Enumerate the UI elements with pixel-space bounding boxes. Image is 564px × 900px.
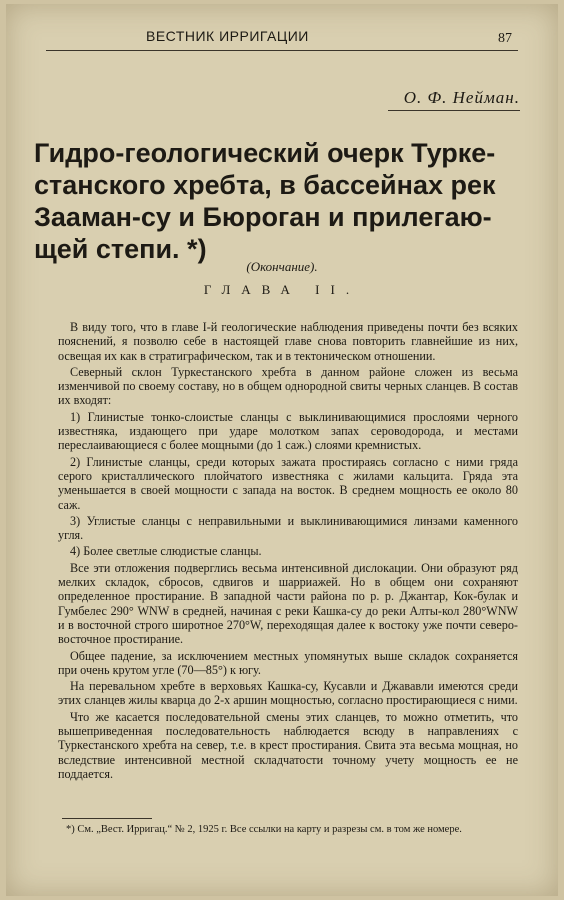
article-body [58,320,518,783]
paragraph: Северный склон Туркестанского хребта в данном районе сложен из весьма изменчивой по своему составу, но в общем однородной свиты черных сланцев. В состав их входят: [58,364,518,408]
paragraph: 1) Глинистые тонко-слоистые сланцы с выклинивающимися прослоями черного известняка, издающего при ударе молотком запах сероводорода, и местами переслаивающиеся с более мощными (до 1 саж.) слоями кремнистых. [58,409,518,453]
footnote-divider [62,818,152,819]
page [6,4,558,896]
running-head: ВЕСТНИК ИРРИГАЦИИ [146,28,309,44]
page-number: 87 [498,31,512,46]
paragraph: 4) Более светлые слюдистые сланцы. [70,544,262,559]
paragraph: 3) Углистые сланцы с неправильными и выклинивающимися линзами каменного угля. [58,513,518,543]
paragraph: Все эти отложения подверглись весьма интенсивной дислокации. Они образуют ряд мелких складок, сбросов, сдвигов и шарриажей. Но в общем они сохраняют определенное простирание. В западной части района по р. р. Джантар, Кок-булак и Гумбелес 290° WNW в средней, начиная с реки Кашка-су до реки Алты-кол 280°WNW и в восточной строго широтное 270°W, переходящая далее к востоку уже почти северо-восточное простирание. [58,560,518,647]
paragraph: Что же касается последовательной смены этих сланцев, то можно отметить, что вышеприведенная последовательность наблюдается всюду в направлениях с Туркестанского хребта на север, т.е. в крест простирания. Свита эта весьма мощная, но вследствие интенсивной местной складчатости точному учету мощность ее не поддается. [58,709,518,781]
chapter-heading: ГЛАВА II. [203,282,361,297]
page-header [46,26,518,51]
paragraph: В виду того, что в главе I-й геологические наблюдения приведены почти без всяких пояснений, я позволю себе в настоящей главе снова повторить главнейшие из них, освещая их как в стратиграфическом, так и в тектоническом отношении. [58,320,518,363]
paragraph: На перевальном хребте в верховьях Кашка-су, Кусавли и Джававли имеются среди этих сланцев жилы кварца до 2-х аршин мощностью, согласно простирающиеся с ними. [58,679,518,708]
paragraph: 2) Глинистые сланцы, среди которых зажата простираясь согласно с ними гряда серого кристаллического плойчатого известняка с жилами кальцита. Гряда эта уменьшается в своей мощности с запада на восток. В среднем мощность ее около 80 саж. [58,454,518,512]
article-title: Гидро-геологический очерк Турке-станского хребта, в бассейнах рек Зааман-су и Бюроган и прилегаю-щей степи. *) [34,138,496,264]
author-name: О. Ф. Нейман. [388,88,520,111]
article-subtitle: (Окончание). [246,259,318,274]
footnote: *) См. „Вест. Ирригац.“ № 2, 1925 г. Все ссылки на карту и разрезы см. в том же номере. [66,824,462,835]
paragraph: Общее падение, за исключением местных упомянутых выше складок сохраняется при очень крутом угле (70—85°) к югу. [58,648,518,677]
